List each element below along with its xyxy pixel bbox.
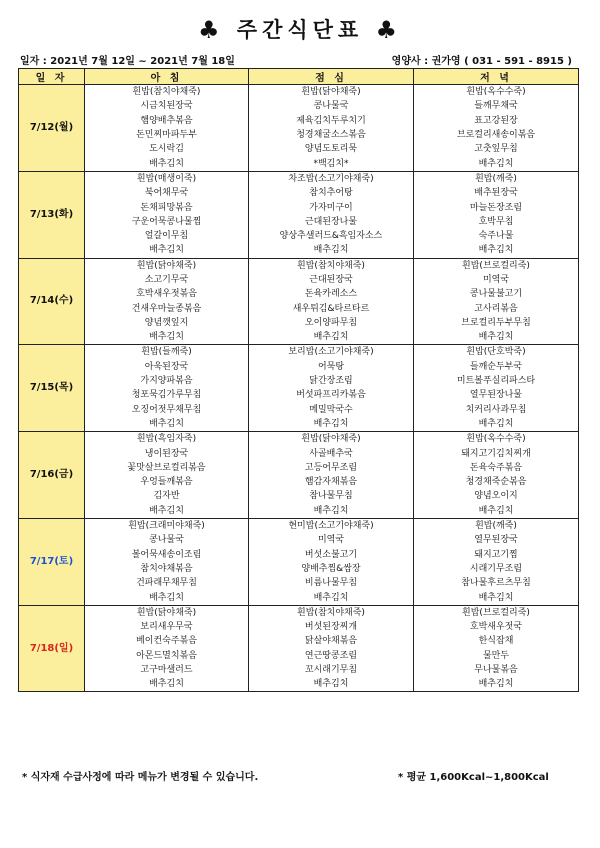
breakfast-item: 배추김치 <box>85 243 249 258</box>
menu-row <box>19 677 579 692</box>
lunch-item: 현미밥(소고기야채죽) <box>249 518 414 533</box>
breakfast-item: 흰밥(크래미야채죽) <box>85 518 249 533</box>
dinner-item: 돈육숙주볶음 <box>414 461 579 475</box>
menu-row <box>19 417 579 432</box>
breakfast-item: 아욱된장국 <box>85 360 249 374</box>
lunch-item: 꼬시래기무침 <box>249 663 414 677</box>
lunch-item: 근대된장나물 <box>249 215 414 229</box>
lunch-item: 흰밥(닭야채죽) <box>249 85 414 100</box>
breakfast-item: 돈채피망볶음 <box>85 200 249 214</box>
breakfast-item: 고구마샐러드 <box>85 663 249 677</box>
dinner-item: 미역국 <box>414 273 579 287</box>
breakfast-item: 양념깻잎지 <box>85 316 249 330</box>
lunch-item: 고등어무조림 <box>249 461 414 475</box>
header-lunch: 점 심 <box>249 69 414 85</box>
menu-row <box>19 85 579 100</box>
lunch-item: 어묵탕 <box>249 360 414 374</box>
dinner-item: 마늘돈장조림 <box>414 200 579 214</box>
dinner-item: 돼지고기김치찌개 <box>414 446 579 460</box>
calorie-note: * 평균 1,600Kcal~1,800Kcal <box>398 772 549 783</box>
lunch-item: 차조밥(소고기야채죽) <box>249 171 414 186</box>
breakfast-item: 우엉들깨볶음 <box>85 475 249 489</box>
lunch-item: 닭살야채볶음 <box>249 634 414 648</box>
breakfast-item: 베이컨숙주볶음 <box>85 634 249 648</box>
menu-row <box>19 156 579 171</box>
menu-row <box>19 142 579 156</box>
page-title <box>0 14 600 44</box>
lunch-item: 양상추샐러드&흑임자소스 <box>249 229 414 243</box>
breakfast-item: 흰밥(닭야채죽) <box>85 258 249 273</box>
lunch-item: 제육김치두루치기 <box>249 114 414 128</box>
lunch-item: 가자미구이 <box>249 200 414 214</box>
lunch-item: 보리밥(소고기야채죽) <box>249 345 414 360</box>
breakfast-item: 배추김치 <box>85 590 249 605</box>
breakfast-item: 콩나물국 <box>85 533 249 547</box>
breakfast-item: 배추김치 <box>85 330 249 345</box>
menu-row <box>19 605 579 620</box>
lunch-item: 배추김치 <box>249 330 414 345</box>
menu-row <box>19 620 579 634</box>
breakfast-item: 도시락김 <box>85 142 249 156</box>
menu-row <box>19 403 579 417</box>
day-label: 7/12(월) <box>19 85 85 172</box>
breakfast-item: 시금치된장국 <box>85 99 249 113</box>
dinner-item: 흰밥(옥수수죽) <box>414 432 579 447</box>
menu-row <box>19 330 579 345</box>
dinner-item: 미트볼푸실리파스타 <box>414 374 579 388</box>
breakfast-item: 흰밥(닭야채죽) <box>85 605 249 620</box>
lunch-item: 양배추찜&쌈장 <box>249 562 414 576</box>
dinner-item: 호박무침 <box>414 215 579 229</box>
lunch-item: 비름나물무침 <box>249 576 414 590</box>
menu-row <box>19 114 579 128</box>
lunch-item: 배추김치 <box>249 243 414 258</box>
menu-row <box>19 215 579 229</box>
breakfast-item: 흰밥(참치야채죽) <box>85 85 249 100</box>
breakfast-item: 북어채무국 <box>85 186 249 200</box>
dinner-item: 흰밥(브로컬리죽) <box>414 605 579 620</box>
dinner-item: 양념오이지 <box>414 489 579 503</box>
breakfast-item: 오징어젓무채무침 <box>85 403 249 417</box>
breakfast-item: 김자반 <box>85 489 249 503</box>
dinner-item: 고사리볶음 <box>414 301 579 315</box>
menu-table <box>18 68 579 692</box>
lunch-item: 연근땅콩조림 <box>249 649 414 663</box>
day-label: 7/13(화) <box>19 171 85 258</box>
lunch-item: 양념도토리묵 <box>249 142 414 156</box>
lunch-item: 돈육카레소스 <box>249 287 414 301</box>
breakfast-item: 호박새우젓볶음 <box>85 287 249 301</box>
menu-row <box>19 432 579 447</box>
breakfast-item: 건파래무채무침 <box>85 576 249 590</box>
menu-row <box>19 229 579 243</box>
dinner-item: 한식잡채 <box>414 634 579 648</box>
breakfast-item: 구운어묵콩나물찜 <box>85 215 249 229</box>
menu-row <box>19 548 579 562</box>
dinner-item: 흰밥(옥수수죽) <box>414 85 579 100</box>
lunch-item: 버섯소불고기 <box>249 548 414 562</box>
lunch-item: 배추김치 <box>249 677 414 692</box>
menu-row <box>19 518 579 533</box>
lunch-item: 미역국 <box>249 533 414 547</box>
breakfast-item: 배추김치 <box>85 417 249 432</box>
lunch-item: 버섯파프리카볶음 <box>249 388 414 402</box>
dinner-item: 치커리사과무침 <box>414 403 579 417</box>
breakfast-item: 보리새우무국 <box>85 620 249 634</box>
dinner-item: 흰밥(깨죽) <box>414 171 579 186</box>
dinner-item: 들깨무채국 <box>414 99 579 113</box>
lunch-item: 청경채굴소스볶음 <box>249 128 414 142</box>
lunch-item: *백김치* <box>249 156 414 171</box>
day-label: 7/14(수) <box>19 258 85 345</box>
dinner-item: 콩나물불고기 <box>414 287 579 301</box>
dinner-item: 숙주나물 <box>414 229 579 243</box>
dinner-item: 표고강된장 <box>414 114 579 128</box>
breakfast-item: 얼갈이무침 <box>85 229 249 243</box>
dinner-item: 들깨순두부국 <box>414 360 579 374</box>
title-text: 주간식단표 <box>236 18 364 42</box>
header-breakfast: 아 침 <box>85 69 249 85</box>
menu-row <box>19 128 579 142</box>
menu-row <box>19 99 579 113</box>
day-label: 7/16(금) <box>19 432 85 519</box>
dinner-item: 브로컬리두부무침 <box>414 316 579 330</box>
menu-row <box>19 258 579 273</box>
lunch-item: 새우튀김&타르타르 <box>249 301 414 315</box>
menu-row <box>19 388 579 402</box>
club-icon: ♣ <box>197 16 225 44</box>
dinner-item: 흰밥(브로컬리죽) <box>414 258 579 273</box>
menu-row <box>19 576 579 590</box>
lunch-item: 콩나물국 <box>249 99 414 113</box>
lunch-item: 오이양파무침 <box>249 316 414 330</box>
menu-row <box>19 489 579 503</box>
breakfast-item: 볼어묵새송이조림 <box>85 548 249 562</box>
menu-row <box>19 287 579 301</box>
lunch-item: 배추김치 <box>249 504 414 519</box>
menu-change-note: * 식자재 수급사정에 따라 메뉴가 변경될 수 있습니다. <box>22 772 259 783</box>
menu-row <box>19 316 579 330</box>
breakfast-item: 참치야채볶음 <box>85 562 249 576</box>
nutritionist-label: 영양사 : 권가영 ( 031 - 591 - 8915 ) <box>391 56 572 67</box>
menu-row <box>19 374 579 388</box>
period-label: 일자 : 2021년 7월 12일 ~ 2021년 7월 18일 <box>20 56 235 67</box>
breakfast-item: 청포묵김가루무침 <box>85 388 249 402</box>
menu-row <box>19 533 579 547</box>
breakfast-item: 햄양배추볶음 <box>85 114 249 128</box>
menu-row <box>19 504 579 519</box>
lunch-item: 닭간장조림 <box>249 374 414 388</box>
breakfast-item: 배추김치 <box>85 504 249 519</box>
breakfast-item: 흰밥(흑임자죽) <box>85 432 249 447</box>
dinner-item: 호박새우젓국 <box>414 620 579 634</box>
header-dinner: 저 녁 <box>414 69 579 85</box>
breakfast-item: 건새우마늘종볶음 <box>85 301 249 315</box>
dinner-item: 배추김치 <box>414 330 579 345</box>
breakfast-item: 흰밥(매생이죽) <box>85 171 249 186</box>
menu-row <box>19 171 579 186</box>
dinner-item: 흰밥(깨죽) <box>414 518 579 533</box>
menu-row <box>19 590 579 605</box>
dinner-item: 배추된장국 <box>414 186 579 200</box>
menu-row <box>19 475 579 489</box>
dinner-item: 배추김치 <box>414 677 579 692</box>
day-label: 7/17(토) <box>19 518 85 605</box>
dinner-item: 무나물볶음 <box>414 663 579 677</box>
lunch-item: 참나물무침 <box>249 489 414 503</box>
lunch-item: 흰밥(참치야채죽) <box>249 258 414 273</box>
breakfast-item: 냉이된장국 <box>85 446 249 460</box>
menu-row <box>19 634 579 648</box>
breakfast-item: 꽃맛살브로컬리볶음 <box>85 461 249 475</box>
breakfast-item: 흰밥(들깨죽) <box>85 345 249 360</box>
dinner-item: 브로컬리새송이볶음 <box>414 128 579 142</box>
menu-row <box>19 360 579 374</box>
lunch-item: 근대된장국 <box>249 273 414 287</box>
header-row <box>19 69 579 85</box>
lunch-item: 흰밥(닭야채죽) <box>249 432 414 447</box>
dinner-item: 배추김치 <box>414 504 579 519</box>
menu-row <box>19 663 579 677</box>
header-date: 일 자 <box>19 69 85 85</box>
breakfast-item: 돈민찌마파두부 <box>85 128 249 142</box>
lunch-item: 햄감자채볶음 <box>249 475 414 489</box>
lunch-item: 배추김치 <box>249 590 414 605</box>
menu-row <box>19 345 579 360</box>
dinner-item: 열무된장나물 <box>414 388 579 402</box>
day-label: 7/15(목) <box>19 345 85 432</box>
breakfast-item: 배추김치 <box>85 156 249 171</box>
dinner-item: 흰밥(단호박죽) <box>414 345 579 360</box>
dinner-item: 청경채죽순볶음 <box>414 475 579 489</box>
menu-row <box>19 446 579 460</box>
menu-row <box>19 301 579 315</box>
lunch-item: 배추김치 <box>249 417 414 432</box>
menu-row <box>19 649 579 663</box>
dinner-item: 배추김치 <box>414 243 579 258</box>
lunch-item: 사골배추국 <box>249 446 414 460</box>
dinner-item: 물만두 <box>414 649 579 663</box>
breakfast-item: 가지양파볶음 <box>85 374 249 388</box>
lunch-item: 흰밥(참치야채죽) <box>249 605 414 620</box>
menu-row <box>19 273 579 287</box>
menu-row <box>19 243 579 258</box>
menu-row <box>19 186 579 200</box>
dinner-item: 고춧잎무침 <box>414 142 579 156</box>
day-label: 7/18(일) <box>19 605 85 692</box>
breakfast-item: 소고기무국 <box>85 273 249 287</box>
breakfast-item: 아몬드멸치볶음 <box>85 649 249 663</box>
dinner-item: 시래기무조림 <box>414 562 579 576</box>
dinner-item: 배추김치 <box>414 417 579 432</box>
breakfast-item: 배추김치 <box>85 677 249 692</box>
lunch-item: 버섯된장찌개 <box>249 620 414 634</box>
dinner-item: 배추김치 <box>414 156 579 171</box>
lunch-item: 메밀막국수 <box>249 403 414 417</box>
lunch-item: 참치추어탕 <box>249 186 414 200</box>
dinner-item: 열무된장국 <box>414 533 579 547</box>
menu-row <box>19 562 579 576</box>
club-icon: ♣ <box>375 16 403 44</box>
menu-row <box>19 461 579 475</box>
menu-row <box>19 200 579 214</box>
dinner-item: 배추김치 <box>414 590 579 605</box>
dinner-item: 돼지고기찜 <box>414 548 579 562</box>
dinner-item: 참나물후르츠무침 <box>414 576 579 590</box>
